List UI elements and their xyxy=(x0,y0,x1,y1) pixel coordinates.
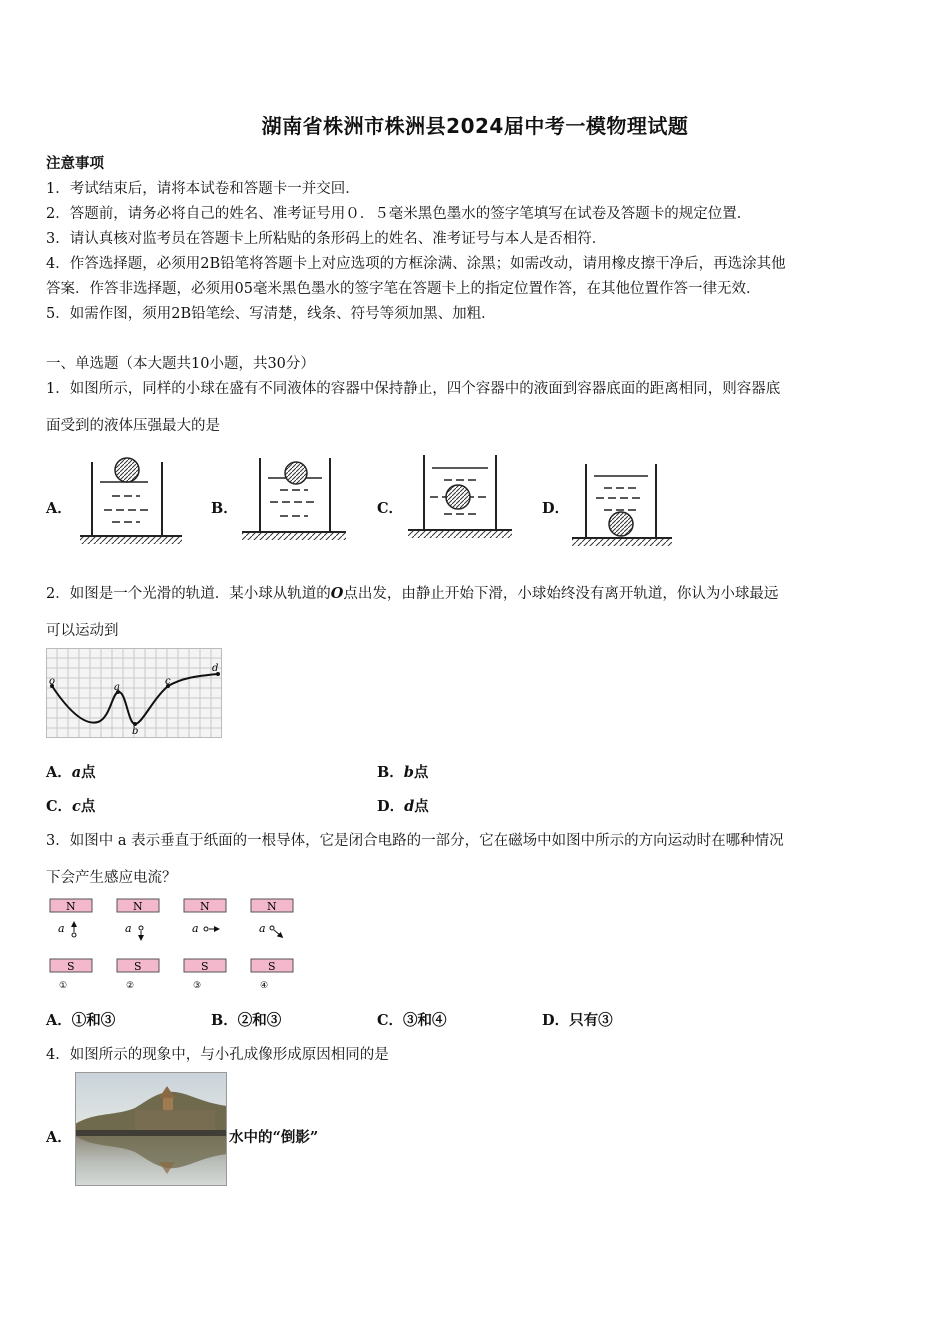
graph-label-o: o xyxy=(49,676,56,687)
q2-option-c: C．c点 xyxy=(46,798,96,815)
notice-item: 答案．作答非选择题，必须用05毫米黑色墨水的签字笔在答题卡上的指定位置作答，在其他位置作答一律无效． xyxy=(46,281,761,297)
q1-option-d-label: D． xyxy=(542,500,570,517)
notice-heading: 注意事项 xyxy=(46,155,104,172)
section-heading: 一、单选题（本大题共10小题，共30分） xyxy=(46,356,315,372)
question-4-text: 4．如图所示的现象中，与小孔成像形成原因相同的是 xyxy=(46,1047,389,1063)
container-a xyxy=(80,458,182,544)
magnet-pair-3 xyxy=(184,899,226,991)
q4-option-a-label: A． xyxy=(46,1129,72,1146)
question-2-text: 2．如图是一个光滑的轨道．某小球从轨道的O点出发，由静止开始下滑，小球始终没有离开轨道，你认为小球最远 xyxy=(46,585,779,602)
graph-label-d: d xyxy=(212,663,219,674)
svg-text:S: S xyxy=(67,960,75,973)
q4-option-a-text: 水中的“倒影” xyxy=(229,1129,319,1146)
container-c xyxy=(408,455,512,538)
magnet-pair-4 xyxy=(251,899,293,991)
q3-option-c: C．③和④ xyxy=(377,1012,447,1029)
q1-option-c-label: C． xyxy=(377,500,404,517)
graph-label-b: b xyxy=(132,726,139,737)
question-1-text: 1．如图所示，同样的小球在盛有不同液体的容器中保持静止，四个容器中的液面到容器底面的距离相同，则容器底 xyxy=(46,381,781,397)
notice-item: 3．请认真核对监考员在答题卡上所粘贴的条形码上的姓名、准考证号与本人是否相符． xyxy=(46,231,607,247)
question-3-text: 3．如图中 a 表示垂直于纸面的一根导体，它是闭合电路的一部分，它在磁场中如图中所示的方向运动时在哪种情况 xyxy=(46,833,784,849)
q3-option-b: B．②和③ xyxy=(211,1012,282,1029)
svg-text:a: a xyxy=(192,922,199,935)
q3-magnets-figure xyxy=(46,896,306,996)
container-b xyxy=(242,458,346,540)
notice-item: 4．作答选择题，必须用2B铅笔将答题卡上对应选项的方框涂满、涂黑；如需改动，请用橡皮擦干净后，再选涂其他 xyxy=(46,256,786,272)
graph-label-c: c xyxy=(165,676,171,687)
graph-label-a: a xyxy=(114,682,120,693)
svg-text:S: S xyxy=(134,960,142,973)
notice-item: 2．答题前，请务必将自己的姓名、准考证号用０．５毫米黑色墨水的签字笔填写在试卷及答题卡的规定位置． xyxy=(46,206,752,222)
svg-text:N: N xyxy=(267,900,277,913)
q2-track-figure xyxy=(46,648,222,738)
figure-number-2: ② xyxy=(126,981,135,991)
notice-item: 1．考试结束后，请将本试卷和答题卡一并交回． xyxy=(46,181,360,197)
q2-option-d: D．d点 xyxy=(377,798,429,815)
page-title: 湖南省株洲市株洲县2024届中考一模物理试题 xyxy=(261,114,689,138)
question-1-text-cont: 面受到的液体压强最大的是 xyxy=(46,418,220,434)
svg-text:N: N xyxy=(200,900,210,913)
svg-text:N: N xyxy=(133,900,143,913)
q1-option-a-label: A． xyxy=(46,500,72,517)
q1-option-b-label: B． xyxy=(211,500,238,517)
figure-number-4: ④ xyxy=(260,981,269,991)
figure-number-1: ① xyxy=(59,981,68,991)
question-2-text-cont: 可以运动到 xyxy=(46,623,119,639)
q3-option-a: A．①和③ xyxy=(46,1012,116,1029)
magnet-pair-2 xyxy=(117,899,159,991)
magnet-pair-1 xyxy=(50,899,92,991)
svg-text:S: S xyxy=(201,960,209,973)
question-3-text-cont: 下会产生感应电流？ xyxy=(46,870,177,886)
svg-text:S: S xyxy=(268,960,276,973)
q2-option-b: B．b点 xyxy=(377,764,429,781)
svg-text:a: a xyxy=(259,922,266,935)
svg-text:N: N xyxy=(66,900,76,913)
svg-text:a: a xyxy=(58,922,65,935)
q4-reflection-photo xyxy=(75,1072,227,1186)
q3-option-d: D．只有③ xyxy=(542,1012,613,1029)
container-d xyxy=(572,464,672,546)
svg-text:a: a xyxy=(125,922,132,935)
figure-number-3: ③ xyxy=(193,981,202,991)
notice-item: 5．如需作图，须用2B铅笔绘、写清楚，线条、符号等须加黑、加粗． xyxy=(46,306,496,322)
q1-containers-figure xyxy=(0,440,950,560)
q2-option-a: A．a点 xyxy=(46,764,96,781)
